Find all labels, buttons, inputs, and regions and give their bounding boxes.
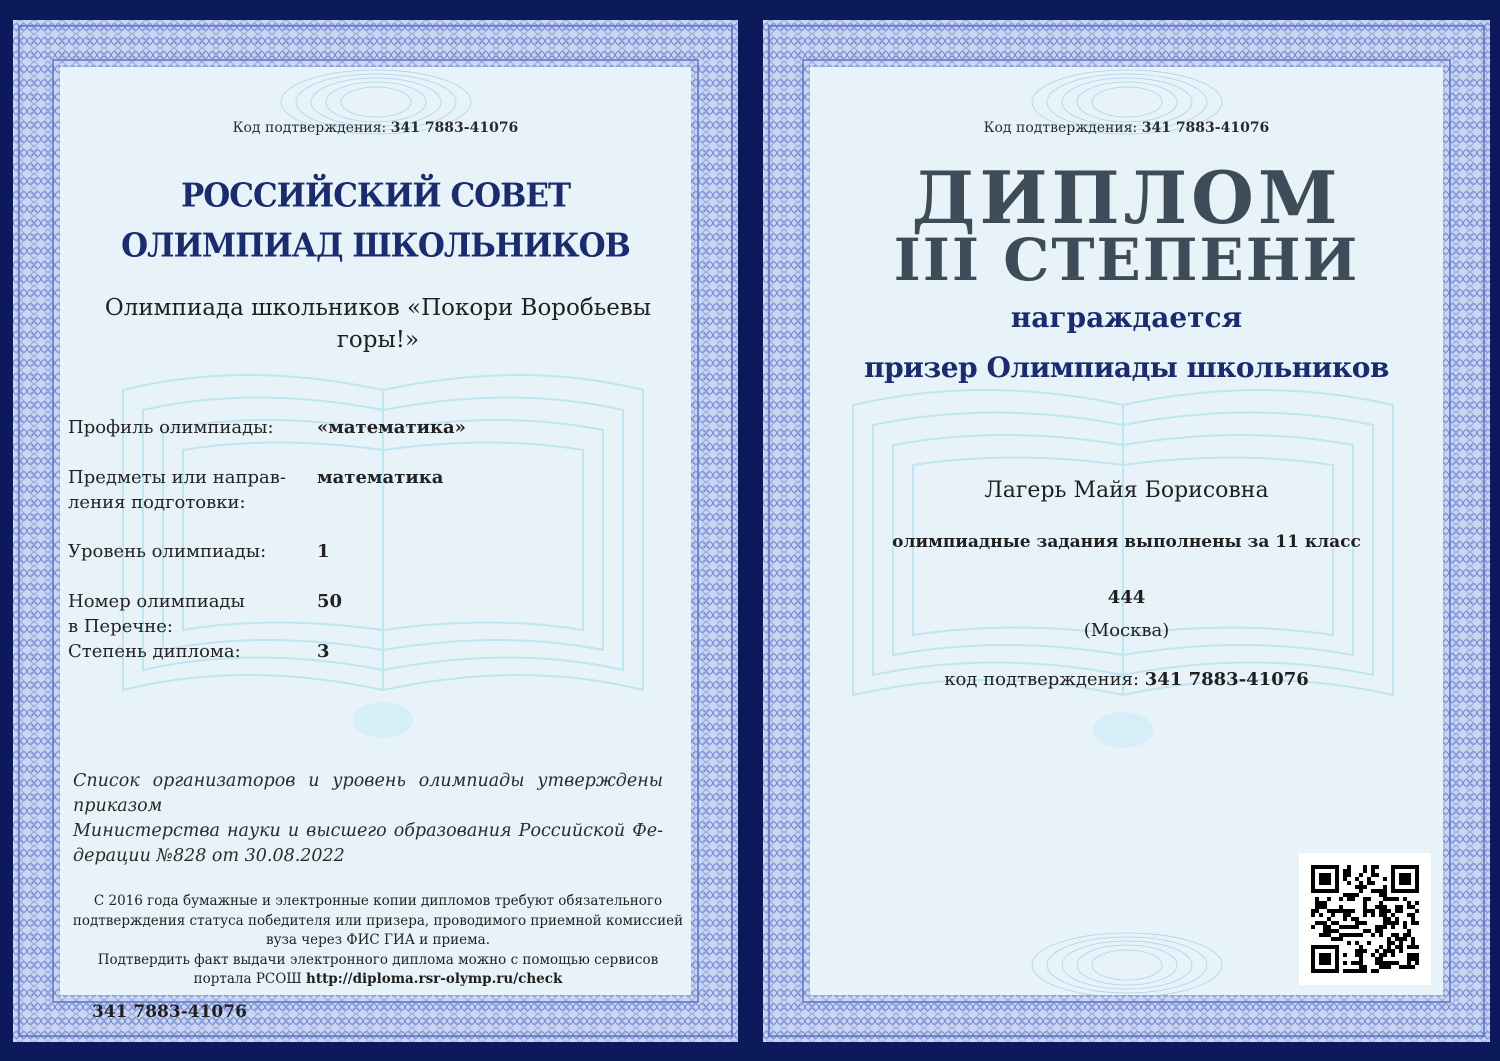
organization-title (13, 171, 738, 272)
portal-prefix: портала РСОШ (193, 971, 302, 987)
subjects-label-line1: Предметы или направ- (68, 467, 286, 488)
list-number-label-line2: в Перечне: (68, 616, 173, 637)
verification-notice (53, 892, 703, 990)
subjects-label-line2: ления подготовки: (68, 492, 246, 513)
lower-confirmation (763, 667, 1490, 693)
city: (Москва) (1083, 620, 1170, 641)
confirmation-code: 341 7883-41076 (1141, 120, 1270, 136)
diploma-left-page (13, 20, 738, 1042)
top-rosette-ornament (276, 67, 476, 157)
small-line4: Подтвердить факт выдачи электронного диплома можно с помощью сервисов (97, 951, 659, 968)
bottom-rosette-ornament (1027, 905, 1227, 995)
diploma-title: ДИПЛОМ (911, 155, 1342, 240)
notice-line2: приказом (73, 796, 163, 816)
lower-confirmation-label: код подтверждения: (944, 669, 1140, 690)
ministry-notice (73, 769, 663, 869)
org-title-line2: ОЛИМПИАД ШКОЛЬНИКОВ (121, 227, 630, 266)
diploma-degree: III СТЕПЕНИ (893, 226, 1360, 294)
subjects-value: математика (317, 467, 444, 488)
degree-label: Степень диплома: (68, 641, 241, 662)
confirmation-label: Код подтверждения: (983, 120, 1138, 136)
olympiad-name-line1: Олимпиада школьников «Покори Воробьевы (104, 295, 652, 321)
diploma-right-page (763, 20, 1490, 1042)
awarded-text: награждается (1010, 301, 1243, 334)
olympiad-name-line2: горы!» (336, 327, 420, 353)
level-label: Уровень олимпиады: (68, 541, 267, 562)
confirmation-label: Код подтверждения: (232, 120, 387, 136)
bottom-confirmation-code: 341 7883-41076 (92, 1002, 247, 1022)
profile-label: Профиль олимпиады: (68, 417, 274, 438)
profile-value: «математика» (317, 417, 466, 438)
notice-line3: Министерства науки и высшего образования Российской Фе- (73, 821, 663, 841)
olympiad-name (73, 292, 683, 356)
notice-line4: дерации №828 от 30.08.2022 (73, 846, 345, 866)
list-number-value: 50 (317, 591, 343, 612)
winner-name: Лагерь Майя Борисовна (984, 478, 1269, 503)
confirmation-code: 341 7883-41076 (390, 120, 519, 136)
small-line3: вуза через ФИС ГИА и приема. (265, 932, 491, 948)
small-line5 (53, 970, 703, 990)
lower-confirmation-code: 341 7883-41076 (1144, 669, 1309, 690)
list-number-label-line1: Номер олимпиады (68, 591, 245, 612)
small-line1: С 2016 года бумажные и электронные копии дипломов требуют обязательного (93, 893, 663, 909)
qr-code[interactable] (1299, 853, 1431, 985)
org-title-line1: РОССИЙСКИЙ СОВЕТ (180, 176, 571, 215)
school-number: 444 (1107, 587, 1146, 608)
confirmation-code-header (13, 120, 738, 136)
small-line2: подтверждения статуса победителя или призера, проводимого приемной комиссией (72, 912, 684, 929)
prize-winner-text: призер Олимпиады школьников (864, 351, 1389, 384)
qr-code-icon (1299, 853, 1431, 985)
check-link[interactable]: http://diploma.rsr-olymp.ru/check (306, 971, 563, 987)
degree-value: 3 (317, 641, 330, 662)
level-value: 1 (317, 541, 330, 562)
confirmation-code-header (763, 120, 1490, 136)
book-watermark (833, 365, 1413, 755)
class-text: олимпиадные задания выполнены за 11 класс (892, 532, 1361, 552)
top-rosette-ornament (1027, 67, 1227, 157)
notice-line1: Список организаторов и уровень олимпиады утверждены (73, 771, 663, 791)
